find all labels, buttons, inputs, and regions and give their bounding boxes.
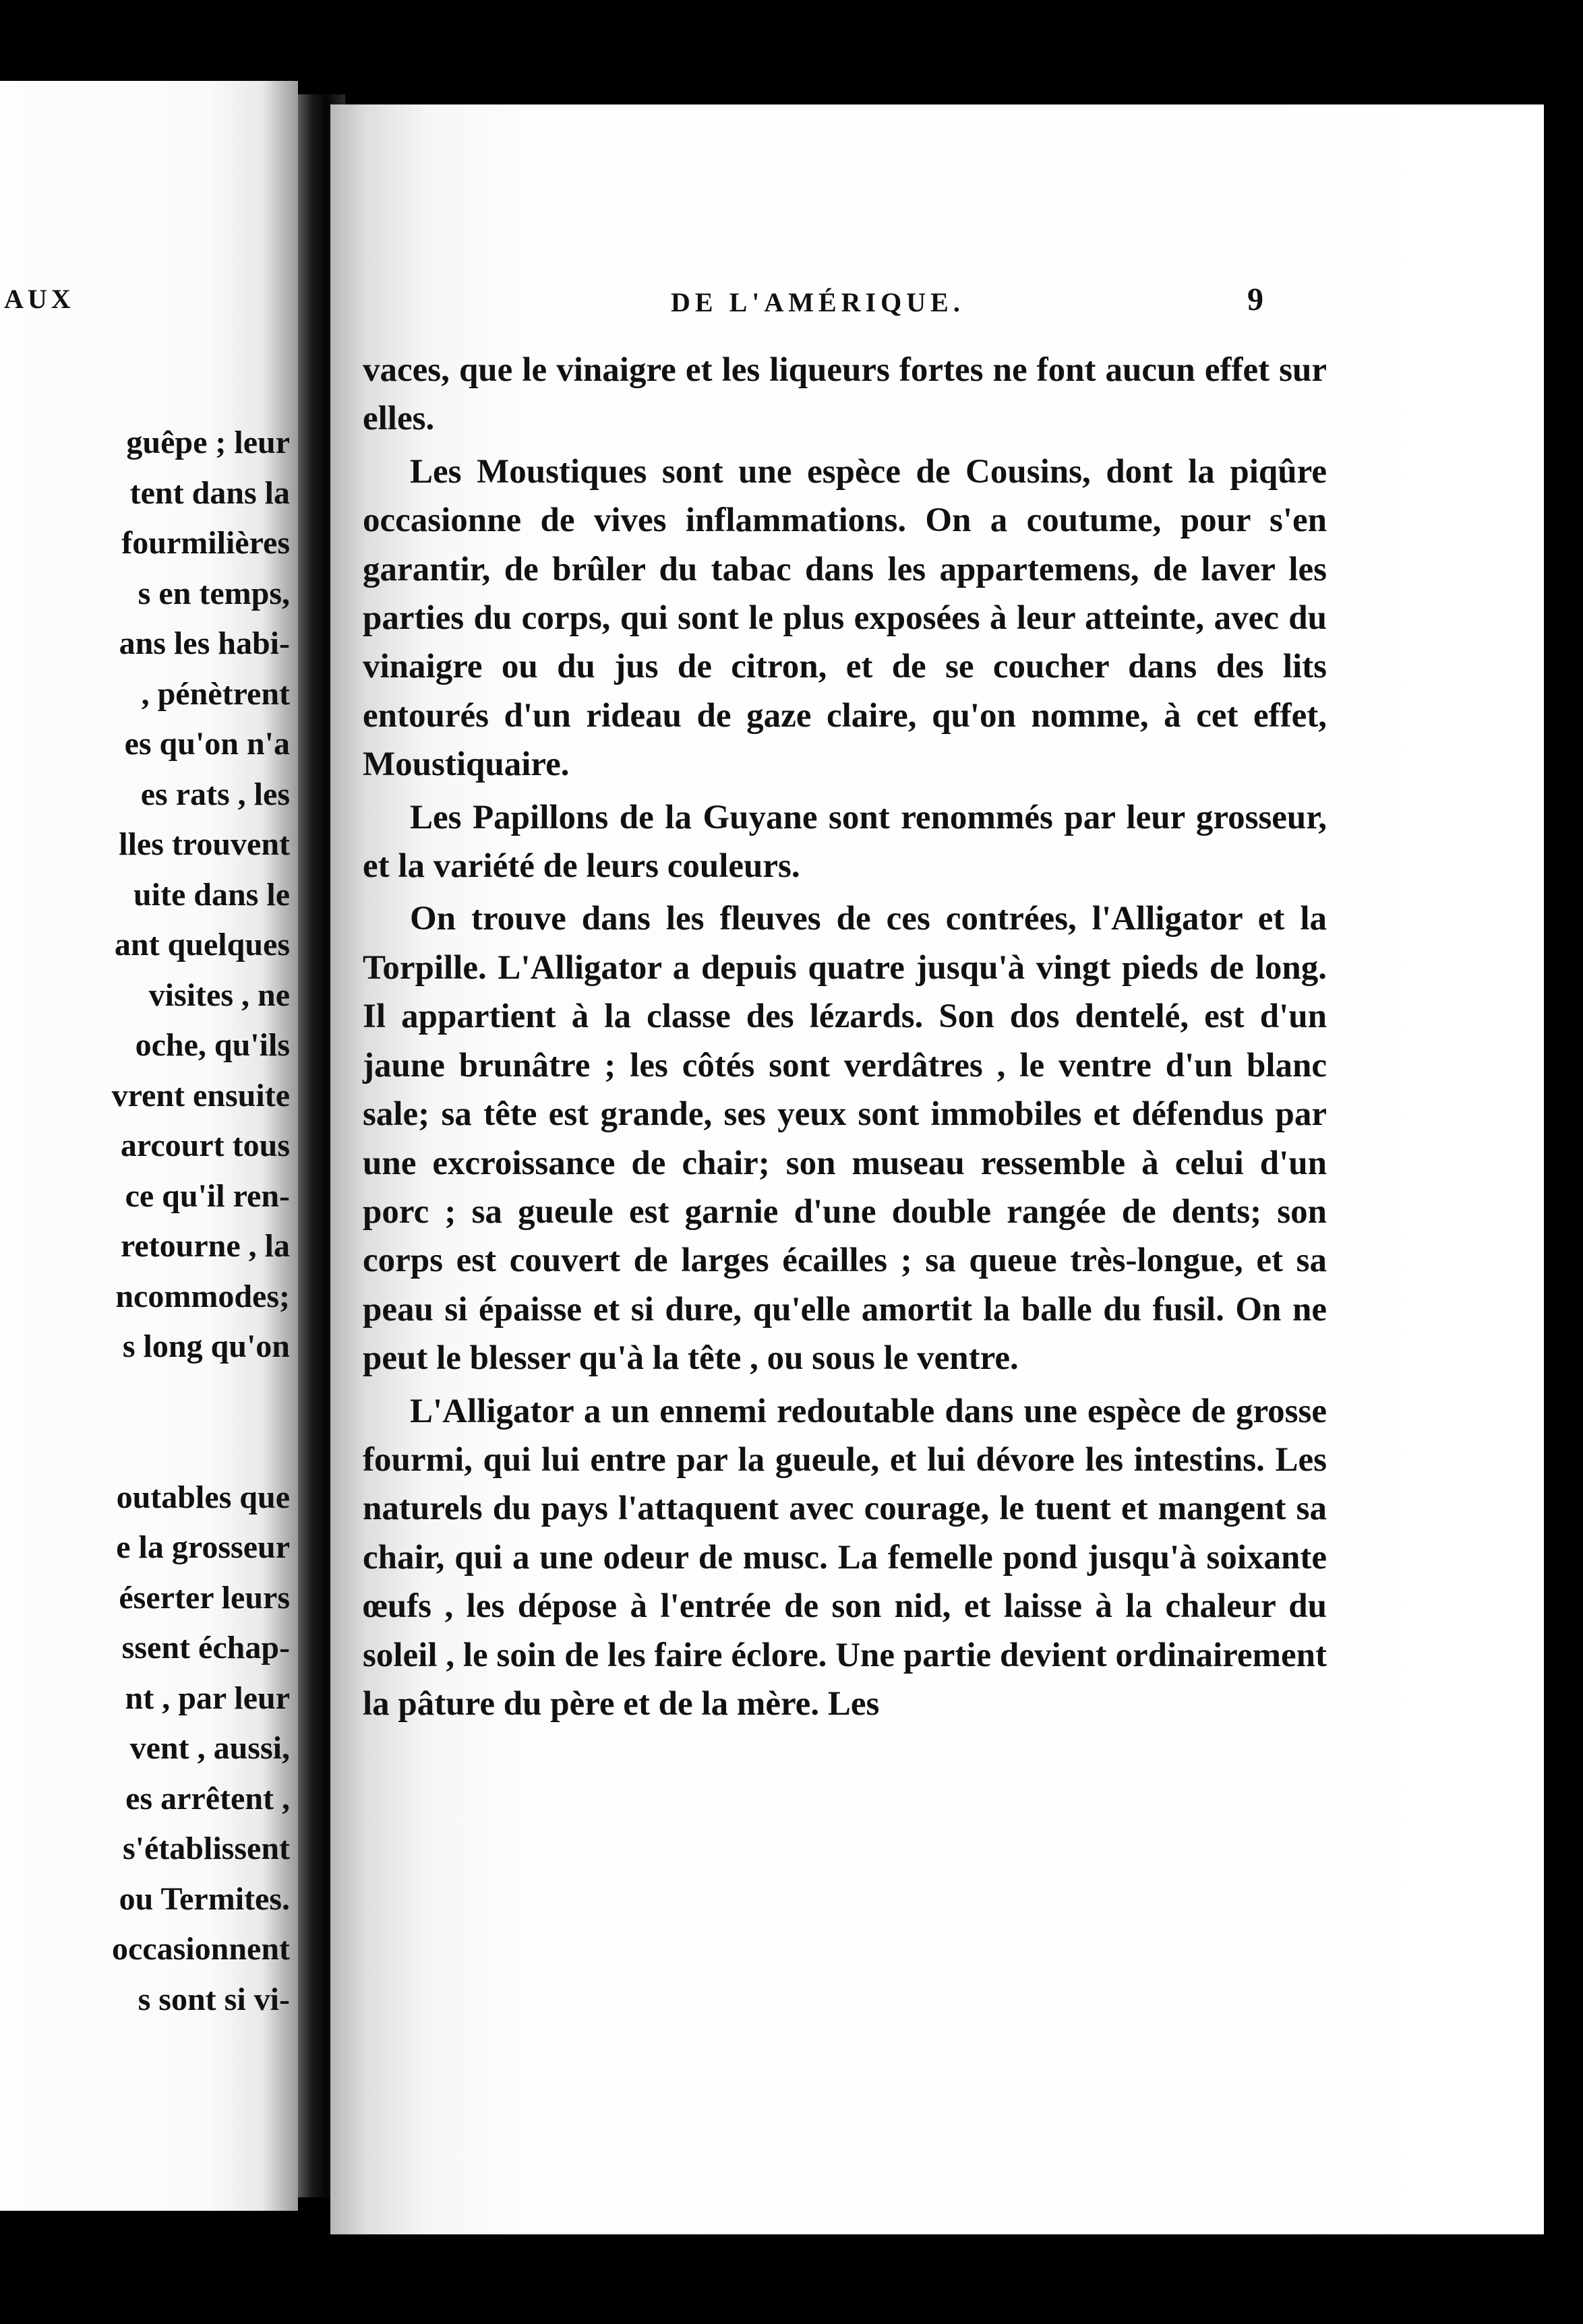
left-page-line: guêpe ; leur [126,425,290,460]
paragraph: Les Moustiques sont une espèce de Cousins, dont la piqûre occasionne de vives inflammations. On a coutume, pour s'en garantir, de brûler du tabac dans les appartemens, de laver les parties du corps, qui sont le plus exposées à leur atteinte, avec du vinaigre ou du jus de citron, et de se coucher dans des lits entourés d'un rideau de gaze claire, qu'on nomme, à cet effet, Moustiquaire. [363,452,1327,784]
left-page-line: ce qu'il ren- [125,1178,290,1214]
left-page-line: retourne , la [120,1228,290,1264]
left-page-line: s long qu'on [122,1328,290,1364]
left-page-line: e la grosseur [116,1529,290,1565]
left-page-line: s sont si vi- [138,1981,290,2017]
paragraph: vaces, que le vinaigre et les liqueurs fortes ne font aucun effet sur elles. [363,351,1327,438]
left-page-line: uite dans le [133,876,290,913]
left-page-line: outables que [116,1479,290,1515]
left-page-line: nt , par leur [125,1680,290,1716]
body-text [363,346,1327,1732]
left-page-line: tent dans la [129,475,290,511]
left-page-line: occasionnent [112,1931,290,1967]
left-page-line: ncommodes; [115,1278,290,1314]
left-page-line: vent , aussi, [129,1730,290,1766]
left-page [0,81,298,2211]
left-page-line: s'établissent [122,1831,290,1866]
left-page-line: s en temps, [138,575,290,611]
left-page-line: fourmilières [121,525,290,561]
left-page-line: oche, qu'ils [135,1027,290,1063]
paragraph: On trouve dans les fleuves de ces contrées, l'Alligator et la Torpille. L'Alligator a depuis quatre jusqu'à vingt pieds de long. Il appartient à la classe des lézards. Son dos dentelé, est d'un jaune brunâtre ; les côtés sont verdâtres , le ventre d'un blanc sale; sa tête est grande, ses yeux sont immobiles et défendus par une excroissance de chair; son museau ressemble à celui d'un porc ; sa gueule est garnie d'une double rangée de dents; son corps est couvert de larges écailles ; sa queue très-longue, et sa peau si épaisse et si dure, qu'elle amortit la balle du fusil. On ne peut le blesser qu'à la tête , ou sous le ventre. [363,900,1327,1378]
left-page-line: ant quelques [114,927,290,962]
left-page-line: arcourt tous [120,1128,290,1163]
left-page-text [0,418,290,2025]
left-page-line [0,1422,290,1473]
left-page-line [0,1372,290,1423]
running-head: DE L'AMÉRIQUE. [671,287,965,317]
left-page-header: AUX [4,284,75,314]
left-page-line: es rats , les [140,776,290,812]
left-page-line: ou Termites. [119,1880,290,1917]
left-page-line: lles trouvent [119,826,290,862]
left-page-line: ans les habi- [119,625,290,661]
left-page-line: , pénètrent [141,675,290,712]
paragraph: L'Alligator a un ennemi redoutable dans une espèce de grosse fourmi, qui lui entre par la gueule, et lui dévore les intestins. Les naturels du pays l'attaquent avec courage, le tuent et mangent sa chair, qui a une odeur de musc. La femelle pond jusqu'à soixante œufs , les dépose à l'entrée de son nid, et laisse à la chaleur du soleil , le soin de les faire éclore. Une partie devient ordinairement la pâture du père et de la mère. Les [363,1392,1327,1723]
left-page-line: visites , ne [148,977,290,1013]
paragraph: Les Papillons de la Guyane sont renommés par leur grosseur, et la variété de leurs couleurs. [363,798,1327,886]
page-number: 9 [1247,282,1263,317]
left-page-line: es qu'on n'a [124,726,290,762]
left-page-line: éserter leurs [119,1579,290,1616]
left-page-line: vrent ensuite [111,1077,290,1113]
left-page-line: es arrêtent , [125,1780,290,1816]
left-page-line: ssent échap- [121,1630,290,1665]
right-page [330,104,1544,2234]
